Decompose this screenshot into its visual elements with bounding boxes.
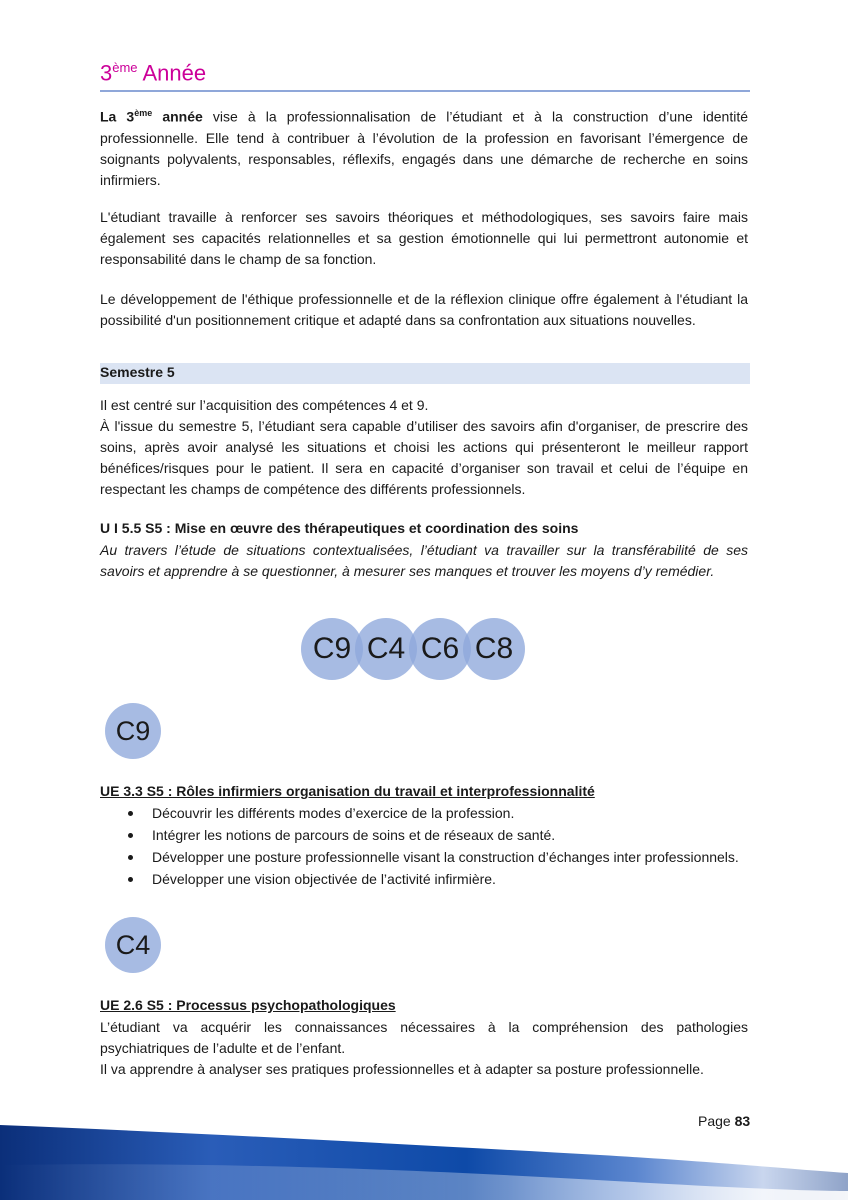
intro-text: vise à la professionnalisation de l’étudiant et à la construction d’une identité professionnelle. Elle tend à contribuer à l’évolution de la profession en favorisant l’émergence de soignants polyvalents, responsables, réflexifs, engagés dans une démarche de recherche en soins infirmiers. <box>100 108 749 188</box>
page-number-value: 83 <box>734 1113 751 1129</box>
semester-bar <box>100 363 750 384</box>
title-number: 3 <box>100 60 113 86</box>
list-item: Intégrer les notions de parcours de soins et de réseaux de santé. <box>100 824 748 846</box>
intro-paragraph-1 <box>100 103 748 191</box>
list-item: Développer une posture professionnelle visant la construction d’échanges inter professionnels. <box>100 846 748 868</box>
page-label: Page <box>698 1113 735 1129</box>
list-item: Développer une vision objectivée de l’activité infirmière. <box>100 868 748 890</box>
intro-bold-b: année <box>152 108 203 125</box>
ue26-badge: C4 <box>105 917 161 973</box>
ue33-heading: UE 3.3 S5 : Rôles infirmiers organisation du travail et interprofessionnalité <box>100 783 595 799</box>
semester-line-2: À l'issue du semestre 5, l’étudiant sera capable d’utiliser des savoirs afin d'organiser, de prescrire des soins, après avoir analysé les situations et choisi les actions qui présenteront le meilleur rapport bénéfices/risques pour le patient. Il sera en capacité d’organiser son travail et celui de l’équipe en respectant les champs de compétence des différents professionnels. <box>100 418 748 497</box>
intro-bold-a: La 3 <box>100 108 135 125</box>
ue26-line-1: L’étudiant va acquérir les connaissances nécessaires à la compréhension des pathologies psychiatriques de l’adulte et de l’enfant. <box>100 1019 748 1056</box>
ue26-heading: UE 2.6 S5 : Processus psychopathologiques <box>100 997 396 1013</box>
intro-paragraph-2: L'étudiant travaille à renforcer ses savoirs théoriques et méthodologiques, ses savoirs faire mais également ses capacités relationnelles et sa gestion émotionnelle qui lui permettront autonomie et responsabilité dans le champ de sa fonction. <box>100 209 748 267</box>
intro-paragraph-3: Le développement de l'éthique professionnelle et de la réflexion clinique offre également à l'étudiant la possibilité d'un positionnement critique et adapté dans sa confrontation aux situations nouvelles. <box>100 291 748 328</box>
title-text: Année <box>137 60 207 86</box>
semester-label: Semestre 5 <box>100 364 175 380</box>
list-item: Découvrir les différents modes d’exercice de la profession. <box>100 802 748 824</box>
ue26-line-2: Il va apprendre à analyser ses pratiques professionnelles et à adapter sa posture professionnelle. <box>100 1061 704 1077</box>
intro-sup: ème <box>134 108 153 118</box>
ue33-bullet-list <box>100 802 748 890</box>
page-title <box>100 60 206 86</box>
ue33-badge: C9 <box>105 703 161 759</box>
ue55-description: Au travers l’étude de situations contextualisées, l’étudiant va travailler sur la transférabilité de ses savoirs et apprendre à se questionner, à mesurer ses manques et trouver les moyens d’y remédier. <box>100 542 748 579</box>
title-superscript: ème <box>112 60 138 75</box>
title-underline <box>100 90 750 92</box>
competence-circle-1: C9 <box>301 618 363 680</box>
semester-line-1: Il est centré sur l’acquisition des compétences 4 et 9. <box>100 397 429 413</box>
footer-wave-band <box>0 1125 848 1200</box>
competence-circle-2: C4 <box>355 618 417 680</box>
competence-circle-4: C8 <box>463 618 525 680</box>
ue55-heading: U I 5.5 S5 : Mise en œuvre des thérapeutiques et coordination des soins <box>100 520 579 536</box>
competence-circle-3: C6 <box>409 618 471 680</box>
